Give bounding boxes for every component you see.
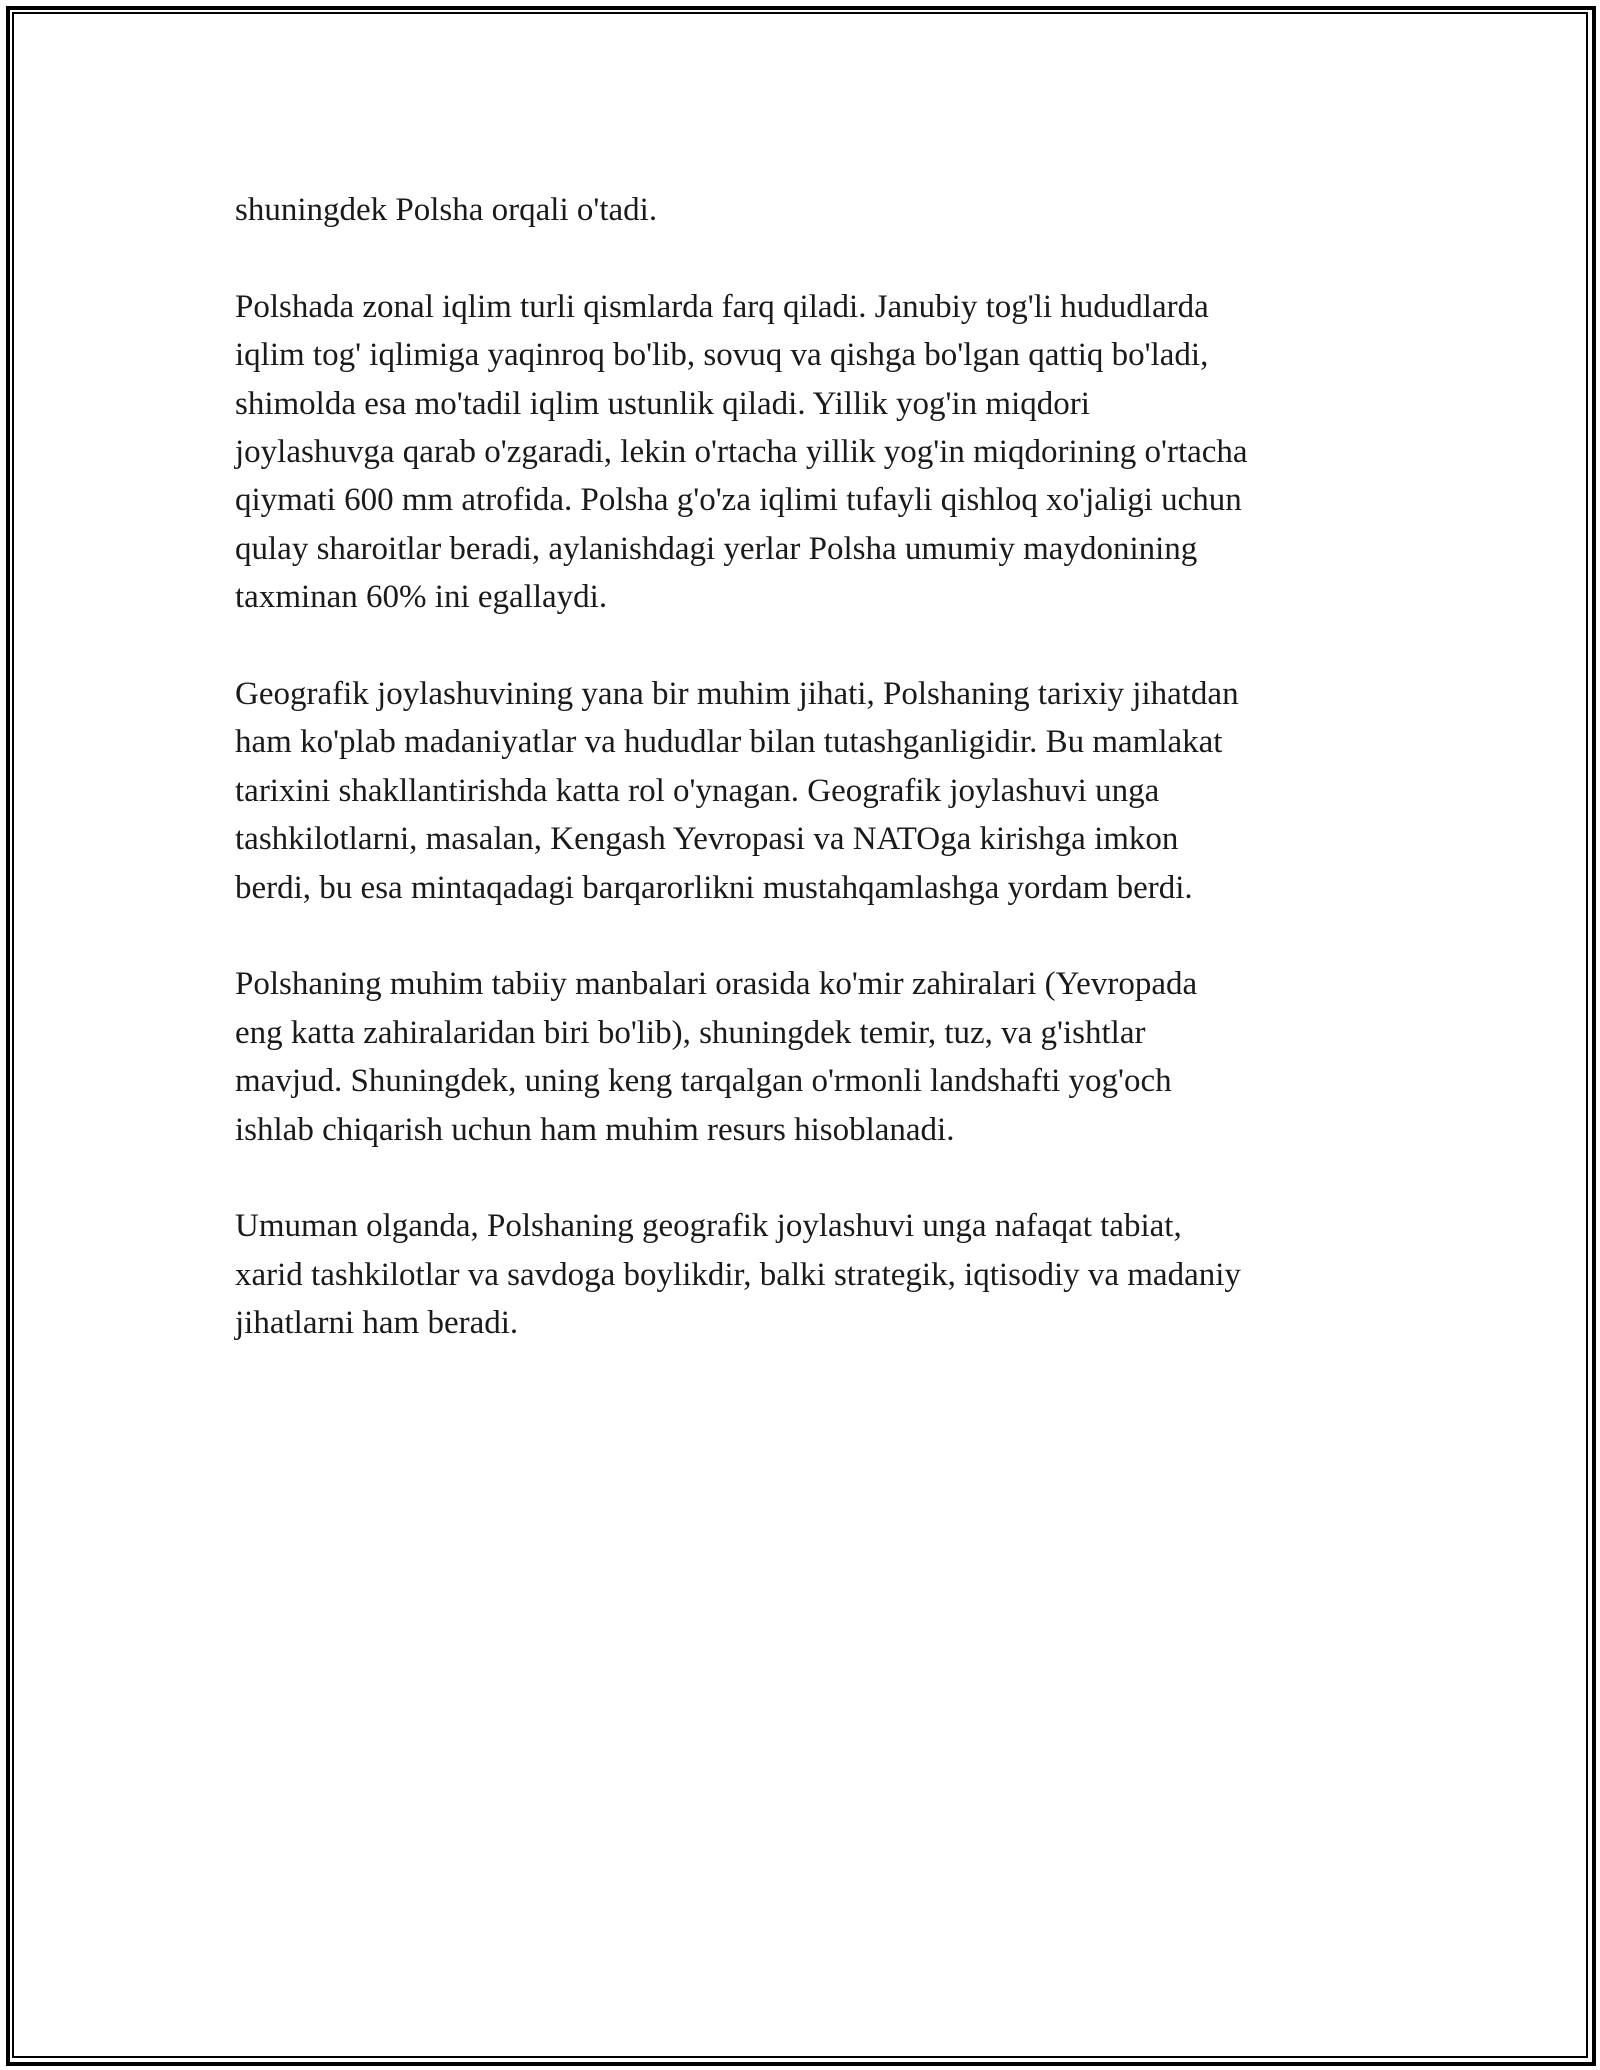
- text-line: ham ko'plab madaniyatlar va hududlar bilan tutashganligidir. Bu mamlakat: [235, 724, 1223, 761]
- text-line: mavjud. Shuningdek, uning keng tarqalgan o'rmonli landshafti yog'och: [235, 1063, 1172, 1100]
- text-line: tashkilotlarni, masalan, Kengash Yevropasi va NATOga kirishga imkon: [235, 821, 1179, 858]
- paragraph-natural-resources: [235, 960, 1370, 1154]
- text-line: Polshada zonal iqlim turli qismlarda farq qiladi. Janubiy tog'li hududlarda: [235, 288, 1209, 325]
- text-line: Polshaning muhim tabiiy manbalari orasida ko'mir zahiralari (Yevropada: [235, 966, 1198, 1003]
- text-line: berdi, bu esa mintaqadagi barqarorlikni mustahqamlashga yordam berdi.: [235, 869, 1193, 906]
- text-line: shuningdek Polsha orqali o'tadi.: [235, 192, 658, 228]
- paragraph-climate: [235, 283, 1370, 622]
- text-line: shimolda esa mo'tadil iqlim ustunlik qiladi. Yillik yog'in miqdori: [235, 385, 1090, 422]
- text-line: tarixini shakllantirishda katta rol o'ynagan. Geografik joylashuvi unga: [235, 772, 1160, 809]
- document-body: [235, 186, 1370, 1396]
- text-line: Umuman olganda, Polshaning geografik joylashuvi unga nafaqat tabiat,: [235, 1208, 1182, 1245]
- text-line: jihatlarni ham beradi.: [235, 1305, 519, 1342]
- text-line: xarid tashkilotlar va savdoga boylikdir, balki strategik, iqtisodiy va madaniy: [235, 1256, 1241, 1293]
- text-line: joylashuvga qarab o'zgaradi, lekin o'rtacha yillik yog'in miqdorining o'rtacha: [235, 434, 1248, 471]
- text-line: qulay sharoitlar beradi, aylanishdagi yerlar Polsha umumiy maydonining: [235, 530, 1198, 567]
- text-line: qiymati 600 mm atrofida. Polsha g'o'za iqlimi tufayli qishloq xo'jaligi uchun: [235, 482, 1242, 519]
- paragraph-conclusion: [235, 1202, 1370, 1347]
- text-line: taxminan 60% ini egallaydi.: [235, 579, 608, 616]
- text-line: eng katta zahiralaridan biri bo'lib), shuningdek temir, tuz, va g'ishtlar: [235, 1014, 1146, 1051]
- text-line: ishlab chiqarish uchun ham muhim resurs hisoblanadi.: [235, 1111, 955, 1148]
- paragraph-geography-history: [235, 670, 1370, 912]
- text-line: iqlim tog' iqlimiga yaqinroq bo'lib, sovuq va qishga bo'lgan qattiq bo'ladi,: [235, 337, 1209, 374]
- text-line: Geografik joylashuvining yana bir muhim jihati, Polshaning tarixiy jihatdan: [235, 676, 1239, 713]
- paragraph-continuation: [235, 186, 1370, 234]
